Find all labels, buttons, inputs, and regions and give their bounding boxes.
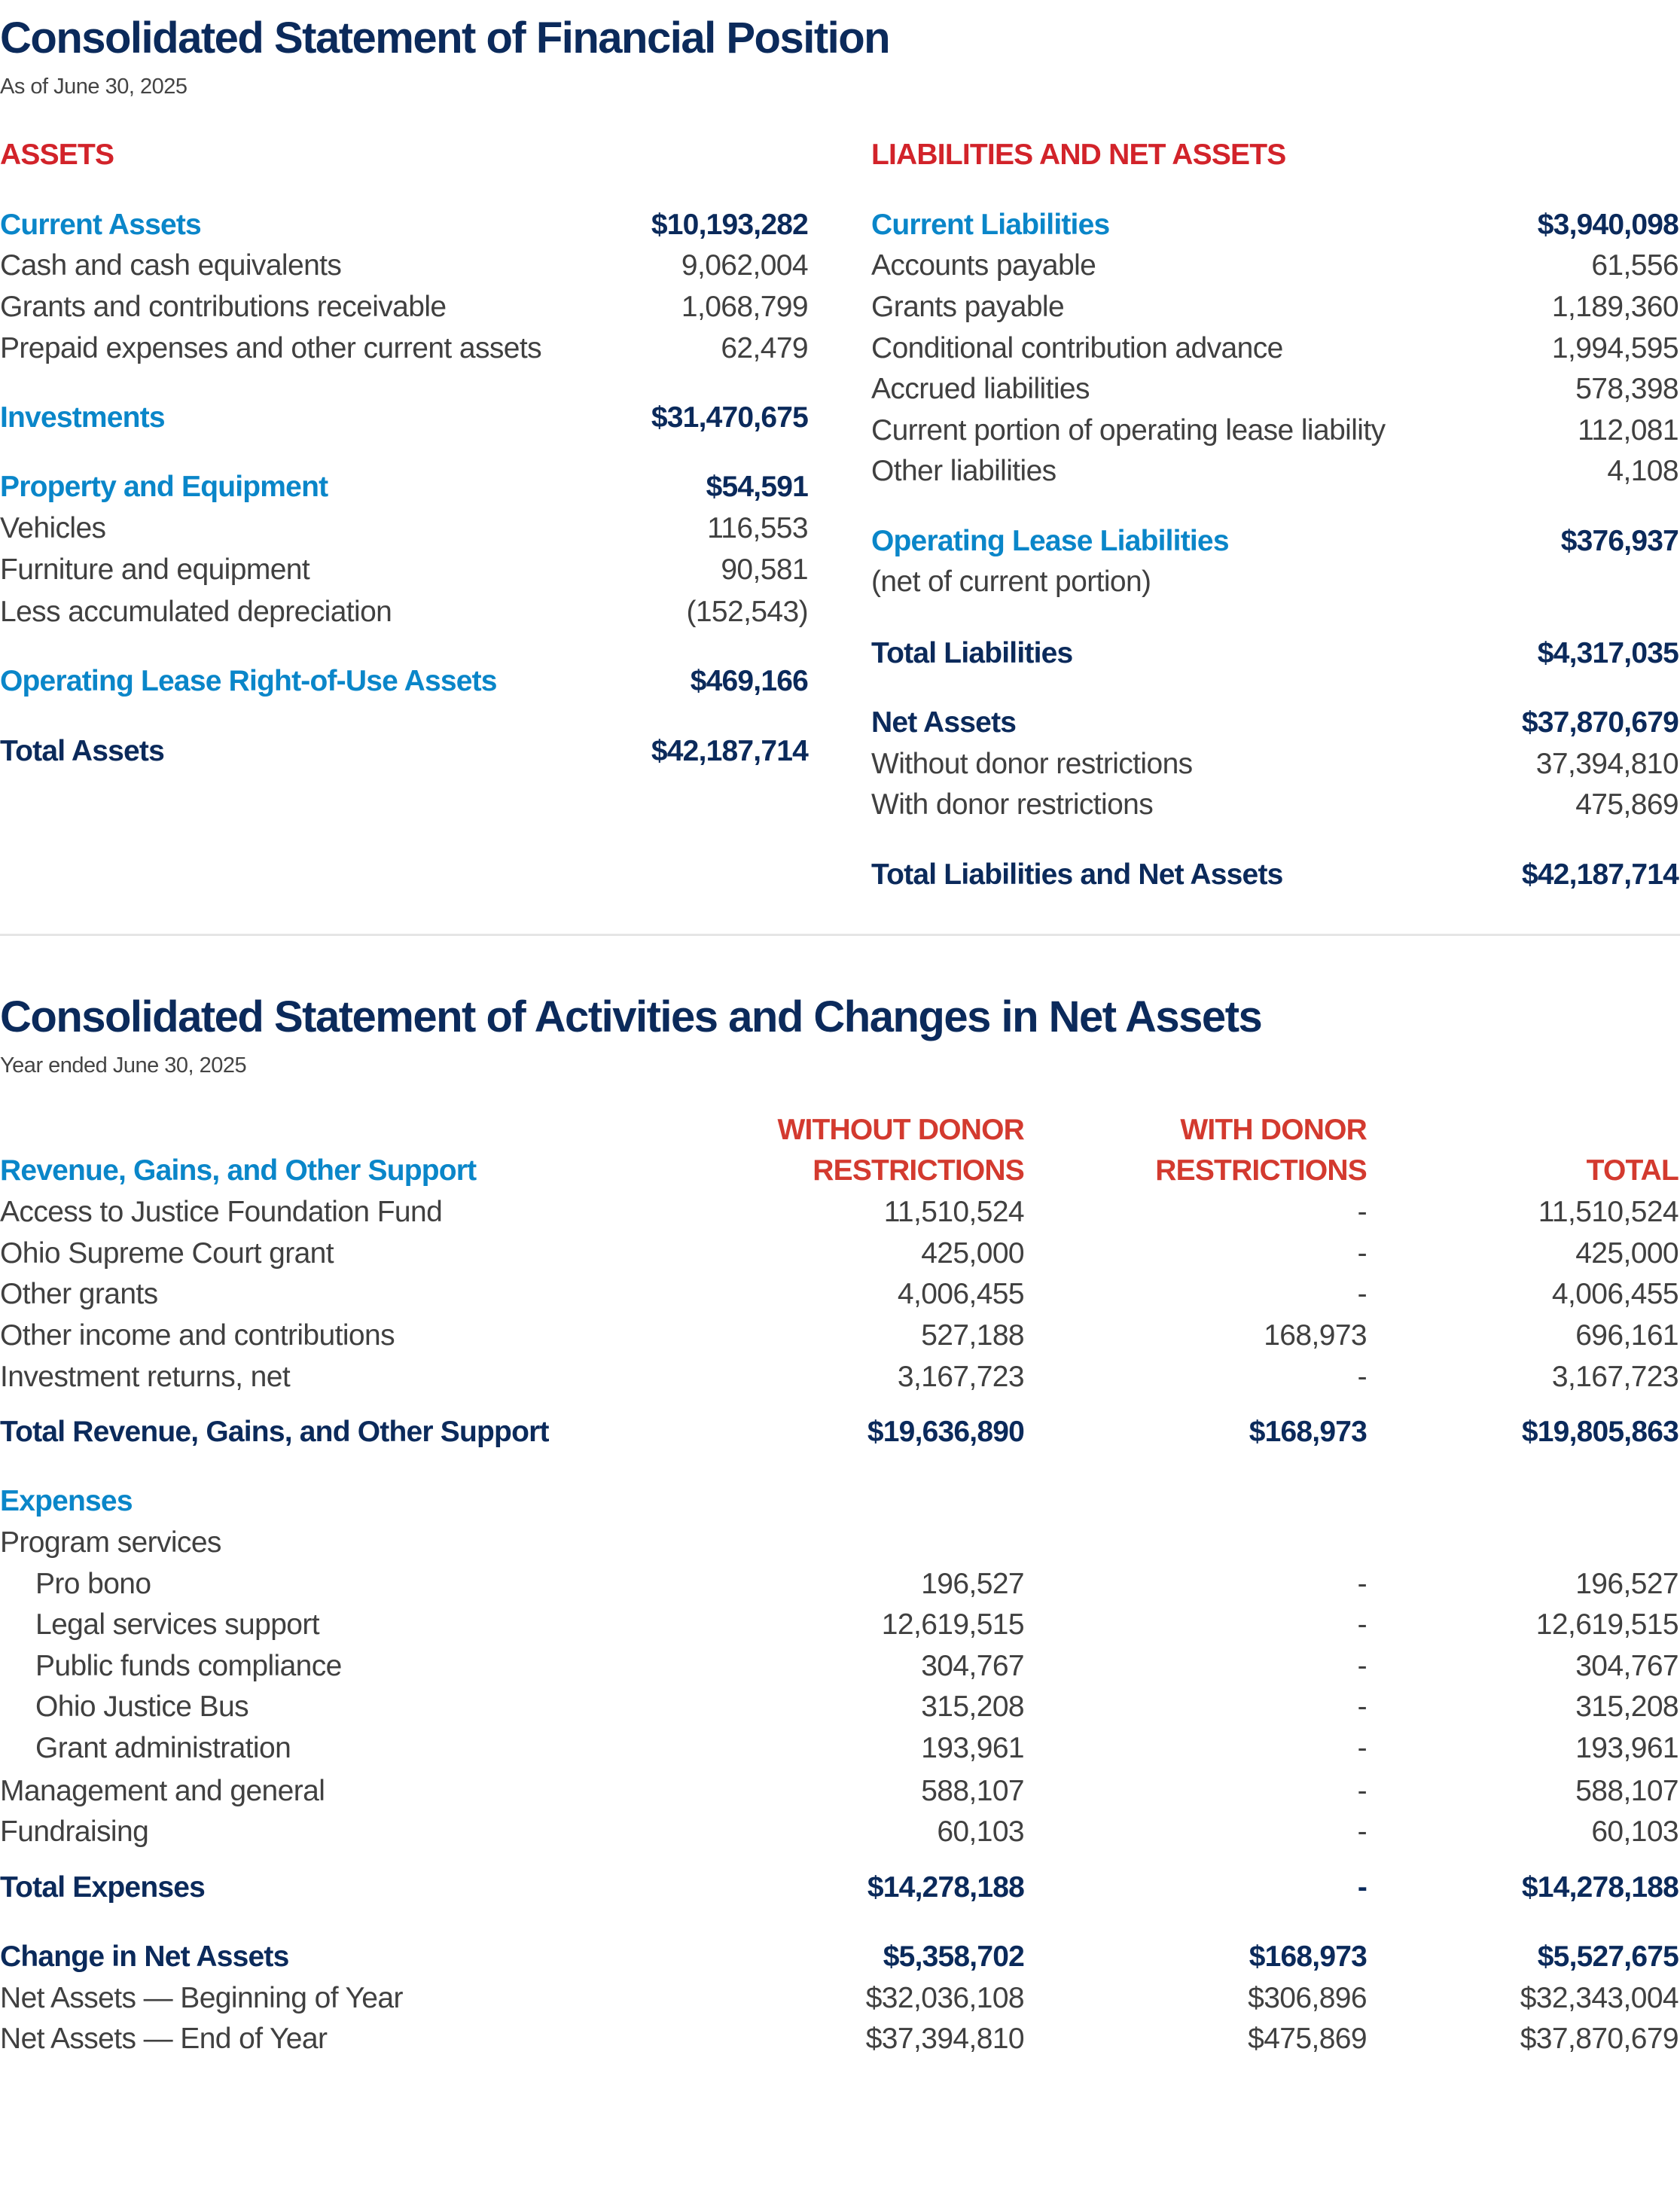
line-item-label: Grants payable	[871, 291, 1065, 323]
row-label: Ohio Supreme Court grant	[0, 1237, 334, 1270]
line-item-value: 475,869	[1575, 788, 1678, 821]
line-item-value: 62,479	[721, 332, 808, 364]
total-expenses-label: Total Expenses	[0, 1871, 206, 1904]
line-item-value: 61,556	[1591, 249, 1678, 282]
row-without: 3,167,723	[897, 1361, 1024, 1393]
row-without: 4,006,455	[897, 1278, 1024, 1310]
change-with: $168,973	[1249, 1940, 1367, 1973]
row-without: 315,208	[921, 1690, 1024, 1723]
row-total: 11,510,524	[1538, 1196, 1678, 1228]
row-label: Other grants	[0, 1278, 158, 1310]
expenses-heading: Expenses	[0, 1485, 133, 1517]
line-item-value: 1,994,595	[1551, 332, 1678, 364]
row-total: 193,961	[1575, 1732, 1678, 1764]
line-item-value: 578,398	[1575, 373, 1678, 405]
section-divider	[0, 934, 1680, 936]
row-without: 12,619,515	[881, 1608, 1024, 1641]
change-without: $5,358,702	[883, 1940, 1024, 1973]
year-ended-date: Year ended June 30, 2025	[0, 1053, 247, 1078]
change-total: $5,527,675	[1537, 1940, 1678, 1973]
row-label: Other income and contributions	[0, 1319, 395, 1352]
beginning-total: $32,343,004	[1520, 1982, 1678, 2014]
row-without: 588,107	[921, 1775, 1024, 1807]
total-assets-label: Total Assets	[0, 735, 164, 767]
row-total: 4,006,455	[1551, 1278, 1678, 1310]
row-total: 315,208	[1575, 1690, 1678, 1723]
line-item-label: Furniture and equipment	[0, 553, 310, 586]
line-item-value: 1,189,360	[1551, 291, 1678, 323]
total-expenses-with: -	[1357, 1871, 1367, 1904]
line-item-label: Vehicles	[0, 512, 106, 544]
row-without: 60,103	[937, 1815, 1024, 1848]
row-without: 304,767	[921, 1650, 1024, 1682]
column-header-total: TOTAL	[1586, 1154, 1678, 1187]
beginning-label: Net Assets — Beginning of Year	[0, 1982, 403, 2014]
row-label: Investment returns, net	[0, 1361, 291, 1393]
column-header-with-line2: RESTRICTIONS	[1155, 1154, 1367, 1187]
current-liabilities-label: Current Liabilities	[871, 209, 1110, 241]
total-liabilities-label: Total Liabilities	[871, 637, 1073, 669]
column-header-with-line1: WITH DONOR	[1180, 1114, 1367, 1146]
column-header-without-line2: RESTRICTIONS	[813, 1154, 1024, 1187]
end-total: $37,870,679	[1520, 2023, 1678, 2055]
row-label: Grant administration	[35, 1732, 291, 1764]
row-with: -	[1357, 1608, 1367, 1641]
total-liabilities-net-assets-label: Total Liabilities and Net Assets	[871, 858, 1283, 891]
net-assets-label: Net Assets	[871, 706, 1017, 739]
line-item-value: 4,108	[1607, 455, 1678, 487]
row-without: 193,961	[921, 1732, 1024, 1764]
row-label: Pro bono	[35, 1568, 151, 1600]
current-assets-label: Current Assets	[0, 209, 201, 241]
row-total: 12,619,515	[1535, 1608, 1678, 1641]
total-revenue-without: $19,636,890	[867, 1416, 1024, 1448]
row-total: 696,161	[1575, 1319, 1678, 1352]
lease-liabilities-value: $376,937	[1560, 525, 1678, 557]
line-item-value: (152,543)	[686, 596, 808, 628]
revenue-heading: Revenue, Gains, and Other Support	[0, 1154, 477, 1187]
lease-liabilities-label: Operating Lease Liabilities	[871, 525, 1229, 557]
row-with: 168,973	[1264, 1319, 1367, 1352]
row-without: 527,188	[921, 1319, 1024, 1352]
row-total: 60,103	[1591, 1815, 1678, 1848]
total-revenue-with: $168,973	[1249, 1416, 1367, 1448]
assets-heading: ASSETS	[0, 139, 114, 171]
line-item-label: Current portion of operating lease liability	[871, 414, 1386, 447]
total-assets-value: $42,187,714	[651, 735, 808, 767]
line-item-label: Accounts payable	[871, 249, 1096, 282]
row-total: 425,000	[1575, 1237, 1678, 1270]
row-without: 425,000	[921, 1237, 1024, 1270]
row-total: 196,527	[1575, 1568, 1678, 1600]
page-title: Consolidated Statement of Financial Position	[0, 14, 890, 62]
line-item-label: With donor restrictions	[871, 788, 1154, 821]
line-item-label: Prepaid expenses and other current assets	[0, 332, 542, 364]
line-item-value: 1,068,799	[681, 291, 808, 323]
row-without: 11,510,524	[883, 1196, 1024, 1228]
line-item-value: 9,062,004	[681, 249, 808, 282]
row-label: Fundraising	[0, 1815, 149, 1848]
row-label: Ohio Justice Bus	[35, 1690, 249, 1723]
line-item-value: 90,581	[721, 553, 808, 586]
line-item-label: Grants and contributions receivable	[0, 291, 447, 323]
beginning-without: $32,036,108	[865, 1982, 1024, 2014]
total-liabilities-value: $4,317,035	[1537, 637, 1678, 669]
row-with: -	[1357, 1775, 1367, 1807]
row-with: -	[1357, 1237, 1367, 1270]
current-liabilities-value: $3,940,098	[1537, 209, 1678, 241]
row-with: -	[1357, 1568, 1367, 1600]
row-with: -	[1357, 1690, 1367, 1723]
rou-assets-value: $469,166	[690, 665, 808, 697]
row-total: 3,167,723	[1551, 1361, 1678, 1393]
column-header-without-line1: WITHOUT DONOR	[777, 1114, 1024, 1146]
investments-label: Investments	[0, 401, 165, 434]
program-services-label: Program services	[0, 1526, 221, 1559]
net-assets-value: $37,870,679	[1521, 706, 1678, 739]
line-item-label: Conditional contribution advance	[871, 332, 1283, 364]
line-item-label: Without donor restrictions	[871, 748, 1193, 780]
total-liabilities-net-assets-value: $42,187,714	[1521, 858, 1678, 891]
total-expenses-total: $14,278,188	[1521, 1871, 1678, 1904]
current-assets-value: $10,193,282	[651, 209, 808, 241]
property-value: $54,591	[706, 471, 808, 503]
row-without: 196,527	[921, 1568, 1024, 1600]
as-of-date: As of June 30, 2025	[0, 75, 188, 99]
row-total: 588,107	[1575, 1775, 1678, 1807]
row-label: Public funds compliance	[35, 1650, 342, 1682]
row-label: Access to Justice Foundation Fund	[0, 1196, 443, 1228]
line-item-label: Cash and cash equivalents	[0, 249, 342, 282]
row-label: Legal services support	[35, 1608, 320, 1641]
rou-assets-label: Operating Lease Right-of-Use Assets	[0, 665, 497, 697]
end-without: $37,394,810	[865, 2023, 1024, 2055]
total-revenue-label: Total Revenue, Gains, and Other Support	[0, 1416, 549, 1448]
line-item-label: Accrued liabilities	[871, 373, 1090, 405]
activities-title: Consolidated Statement of Activities and Changes in Net Assets	[0, 992, 1262, 1041]
lease-liabilities-note: (net of current portion)	[871, 565, 1151, 598]
investments-value: $31,470,675	[651, 401, 808, 434]
row-label: Management and general	[0, 1775, 325, 1807]
liabilities-heading: LIABILITIES AND NET ASSETS	[871, 139, 1286, 171]
property-label: Property and Equipment	[0, 471, 328, 503]
total-expenses-without: $14,278,188	[867, 1871, 1024, 1904]
row-with: -	[1357, 1732, 1367, 1764]
total-revenue-total: $19,805,863	[1521, 1416, 1678, 1448]
row-with: -	[1357, 1196, 1367, 1228]
line-item-label: Other liabilities	[871, 455, 1056, 487]
row-with: -	[1357, 1815, 1367, 1848]
change-label: Change in Net Assets	[0, 1940, 289, 1973]
row-total: 304,767	[1575, 1650, 1678, 1682]
line-item-value: 37,394,810	[1535, 748, 1678, 780]
line-item-value: 112,081	[1578, 414, 1678, 447]
row-with: -	[1357, 1278, 1367, 1310]
row-with: -	[1357, 1361, 1367, 1393]
line-item-label: Less accumulated depreciation	[0, 596, 392, 628]
beginning-with: $306,896	[1248, 1982, 1367, 2014]
end-with: $475,869	[1248, 2023, 1367, 2055]
line-item-value: 116,553	[707, 512, 808, 544]
row-with: -	[1357, 1650, 1367, 1682]
end-label: Net Assets — End of Year	[0, 2023, 328, 2055]
